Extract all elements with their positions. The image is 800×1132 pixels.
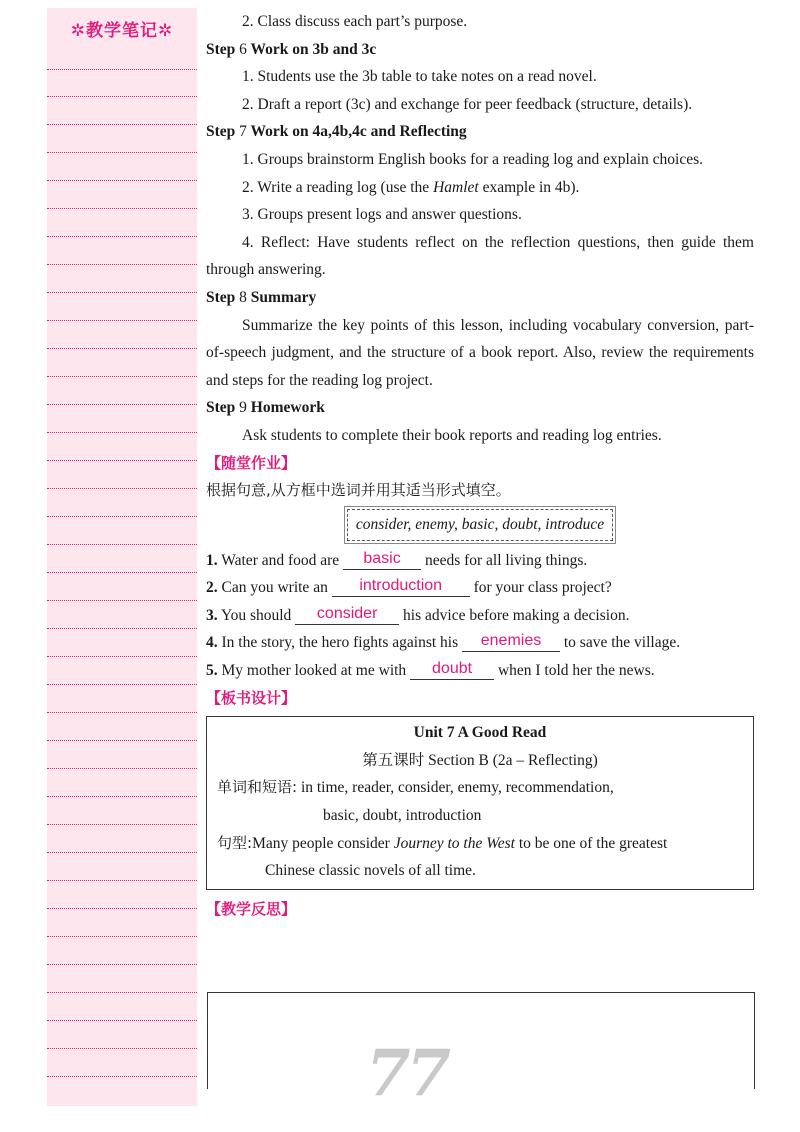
- step6-item-2: 2. Draft a report (3c) and exchange for peer feedback (structure, details).: [242, 95, 693, 113]
- board-vocab-line2: basic, doubt, introduction: [323, 807, 482, 825]
- note-line: [47, 768, 197, 769]
- step6-item-1: 1. Students use the 3b table to take notes on a read novel.: [242, 68, 597, 86]
- note-line: [47, 432, 197, 433]
- note-line: [47, 124, 197, 125]
- note-line: [47, 292, 197, 293]
- note-line: [47, 180, 197, 181]
- page-number: 77: [366, 1036, 448, 1111]
- answer-blank[interactable]: basic: [343, 549, 421, 570]
- exercise-item: 2. Can you write an introduction for your class project?: [206, 577, 612, 597]
- note-line: [47, 628, 197, 629]
- note-line: [47, 460, 197, 461]
- note-line: [47, 1048, 197, 1049]
- answer-blank[interactable]: consider: [295, 604, 399, 625]
- note-line: [47, 1020, 197, 1021]
- answer-blank[interactable]: doubt: [410, 659, 494, 680]
- note-line: [47, 152, 197, 153]
- answer-blank[interactable]: introduction: [332, 576, 470, 597]
- note-line: [47, 992, 197, 993]
- note-line: [47, 236, 197, 237]
- reflection-box[interactable]: [207, 992, 755, 1089]
- note-line: [47, 69, 197, 70]
- board-sentence-line2: Chinese classic novels of all time.: [265, 862, 476, 880]
- note-line: [47, 964, 197, 965]
- note-line: [47, 376, 197, 377]
- exercise-instruction: 根据句意,从方框中选词并用其适当形式填空。: [206, 481, 511, 500]
- lesson-content: [206, 8, 754, 923]
- note-line: [47, 796, 197, 797]
- note-line: [47, 208, 197, 209]
- board-title: Unit 7 A Good Read: [413, 724, 547, 742]
- note-line: [47, 852, 197, 853]
- step7-item-1: 1. Groups brainstorm English books for a reading log and explain choices.: [242, 150, 704, 168]
- note-line: [47, 320, 197, 321]
- note-line: [47, 600, 197, 601]
- exercise-item: 5. My mother looked at me with doubt when I told her the news.: [206, 660, 655, 680]
- board-sentence: 句型:Many people consider Journey to the West to be one of the greatest: [217, 833, 668, 852]
- note-line: [47, 572, 197, 573]
- note-line: [47, 712, 197, 713]
- board-vocab: 单词和短语: in time, reader, consider, enemy, recommendation,: [217, 778, 614, 797]
- exercise-label: 【随堂作业】: [206, 453, 297, 472]
- board-design-label: 【板书设计】: [206, 688, 297, 707]
- exercise-item: 3. You should consider his advice before making a decision.: [206, 604, 630, 624]
- note-line: [47, 1076, 197, 1077]
- note-line: [47, 824, 197, 825]
- step5-item-2: 2. Class discuss each part’s purpose.: [242, 13, 468, 30]
- board-design-box: [206, 716, 754, 890]
- answer-blank[interactable]: enemies: [462, 631, 560, 652]
- note-line: [47, 348, 197, 349]
- note-line: [47, 740, 197, 741]
- notes-sidebar: [47, 8, 197, 1106]
- step8-text: Summarize the key points of this lesson, including vocabulary conversion, part-of-speech judgment, and the structure of a book report. Also, review the requirements and steps for the reading log project.: [206, 316, 754, 389]
- word-box: consider, enemy, basic, doubt, introduce: [347, 509, 613, 541]
- step7-item-4: 4. Reflect: Have students reflect on the reflection questions, then guide them through answering.: [206, 233, 754, 279]
- note-line: [47, 880, 197, 881]
- reflection-label: 【教学反思】: [206, 899, 297, 918]
- word-box-wrapper: [206, 509, 754, 541]
- sidebar-title: ✲教学笔记✲: [70, 21, 174, 41]
- exercise-item: 1. Water and food are basic needs for all living things.: [206, 549, 588, 569]
- step7-heading: Step 7 Work on 4a,4b,4c and Reflecting: [206, 123, 467, 141]
- note-line: [47, 908, 197, 909]
- step9-heading: Step 9 Homework: [206, 399, 325, 417]
- step9-text: Ask students to complete their book reports and reading log entries.: [242, 426, 662, 444]
- step6-heading: Step 6 Work on 3b and 3c: [206, 40, 377, 58]
- note-line: [47, 488, 197, 489]
- note-line: [47, 264, 197, 265]
- note-line: [47, 936, 197, 937]
- board-subtitle: 第五课时 Section B (2a – Reflecting): [362, 751, 598, 769]
- note-line: [47, 656, 197, 657]
- exercise-item: 4. In the story, the hero fights against his enemies to save the village.: [206, 632, 681, 652]
- note-line: [47, 544, 197, 545]
- step8-heading: Step 8 Summary: [206, 288, 317, 306]
- note-line: [47, 684, 197, 685]
- note-line: [47, 404, 197, 405]
- step7-item-3: 3. Groups present logs and answer questions.: [242, 206, 522, 224]
- step7-item-2: 2. Write a reading log (use the Hamlet example in 4b).: [242, 178, 580, 196]
- note-line: [47, 516, 197, 517]
- note-line: [47, 96, 197, 97]
